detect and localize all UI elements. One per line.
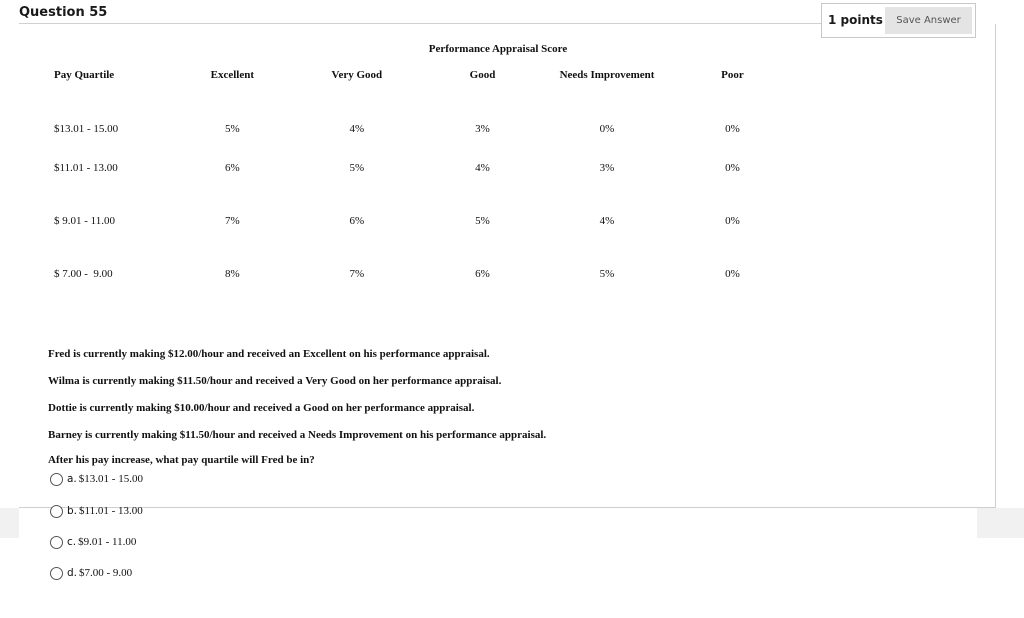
- scenario-wilma: Wilma is currently making $11.50/hour and received a Very Good on her performance appraisal.: [48, 375, 502, 387]
- table-cell: 3%: [599, 161, 615, 174]
- save-answer-button[interactable]: Save Answer: [885, 7, 972, 34]
- table-cell: 0%: [725, 122, 740, 135]
- header-poor: Poor: [721, 69, 744, 81]
- option-text: $13.01 - 15.00: [78, 473, 143, 485]
- radio-button[interactable]: [50, 505, 63, 518]
- title-divider: [19, 23, 821, 24]
- table-cell: 3%: [475, 122, 490, 135]
- table-cell: 6%: [349, 214, 365, 227]
- answer-option-d[interactable]: [50, 564, 132, 582]
- table-cell: $ 7.00 - 9.00: [54, 267, 113, 280]
- table-cell: 6%: [475, 267, 490, 280]
- header-excellent: Excellent: [210, 69, 254, 81]
- table-cell: 4%: [599, 214, 615, 227]
- table-cell: $11.01 - 13.00: [54, 161, 118, 174]
- option-text: $9.01 - 11.00: [78, 536, 137, 548]
- table-header-row: [40, 62, 800, 88]
- answer-option-a[interactable]: [50, 470, 143, 488]
- table-row: [40, 194, 800, 247]
- option-letter: b.: [67, 505, 78, 517]
- table-cell: $ 9.01 - 11.00: [54, 214, 116, 227]
- table-caption: Performance Appraisal Score: [428, 43, 568, 55]
- scenario-fred: Fred is currently making $12.00/hour and received an Excellent on his performance appraisal.: [48, 348, 490, 360]
- option-letter: d.: [67, 567, 78, 579]
- options-area-background: [19, 508, 976, 538]
- scenario-dottie: Dottie is currently making $10.00/hour and received a Good on her performance appraisal.: [48, 402, 475, 414]
- header-pay-quartile: Pay Quartile: [54, 69, 115, 81]
- table-row: [40, 247, 800, 300]
- question-prompt: After his pay increase, what pay quartile will Fred be in?: [48, 454, 315, 466]
- table-cell: 5%: [349, 161, 365, 174]
- table-cell: 0%: [725, 267, 740, 280]
- table-row: [40, 88, 800, 141]
- option-text: $7.00 - 9.00: [79, 567, 133, 579]
- scenario-barney: Barney is currently making $11.50/hour and received a Needs Improvement on his performance appraisal.: [48, 429, 547, 441]
- table-cell: 7%: [349, 267, 365, 280]
- table-cell: 8%: [224, 267, 240, 280]
- table-cell: 7%: [224, 214, 240, 227]
- page-gutter-left: [0, 508, 19, 538]
- header-good: Good: [469, 69, 496, 81]
- table-cell: 5%: [475, 214, 490, 227]
- option-text: $11.01 - 13.00: [79, 505, 143, 517]
- points-panel: [821, 3, 976, 38]
- appraisal-table: [40, 62, 800, 300]
- table-cell: 5%: [599, 267, 615, 280]
- option-letter: a.: [67, 473, 77, 485]
- table-cell: 0%: [725, 161, 740, 174]
- table-cell: 0%: [599, 122, 615, 135]
- radio-button[interactable]: [50, 567, 63, 580]
- table-cell: 0%: [725, 214, 740, 227]
- question-title: Question 55: [19, 5, 108, 20]
- page-gutter-right: [977, 508, 1024, 538]
- option-letter: c.: [67, 536, 77, 548]
- answer-option-c[interactable]: [50, 533, 136, 551]
- radio-button[interactable]: [50, 536, 63, 549]
- table-cell: 4%: [475, 161, 490, 174]
- points-label: 1 points: [828, 13, 883, 27]
- header-needs-improvement: Needs Improvement: [559, 69, 655, 81]
- table-cell: 6%: [224, 161, 240, 174]
- header-very-good: Very Good: [331, 69, 383, 81]
- table-row: [40, 141, 800, 194]
- answer-option-b[interactable]: [50, 502, 143, 520]
- table-cell: $13.01 - 15.00: [54, 122, 119, 135]
- table-cell: 5%: [224, 122, 240, 135]
- table-cell: 4%: [349, 122, 365, 135]
- radio-button[interactable]: [50, 473, 63, 486]
